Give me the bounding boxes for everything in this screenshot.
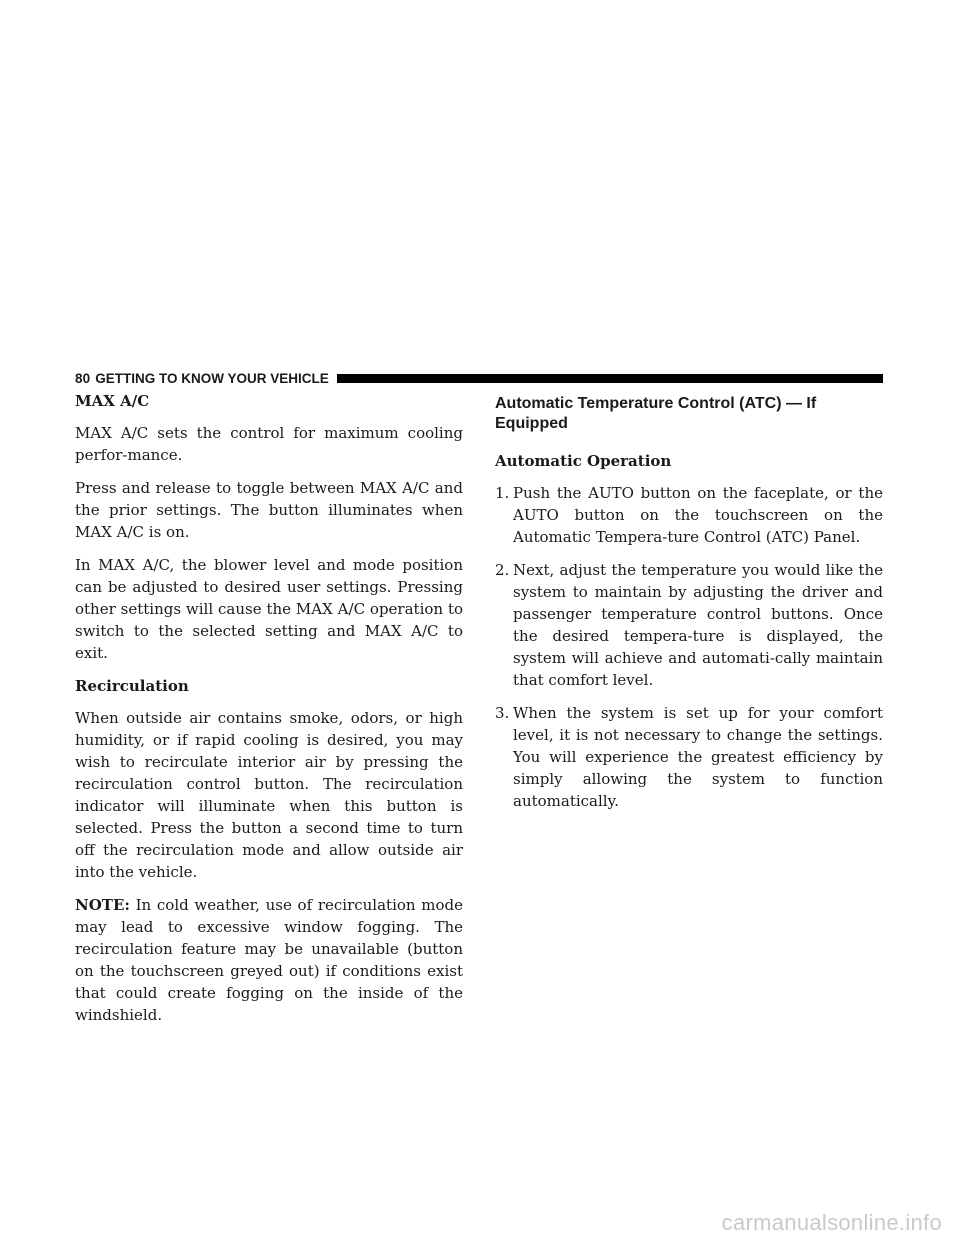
section-title: GETTING TO KNOW YOUR VEHICLE [95,370,329,386]
page-header [75,368,883,388]
step-number: 3. [495,704,510,722]
note-text: In cold weather, use of recirculation mode may lead to excessive window fogging. The recirculation feature may be unavailable (button on the touchscreen greyed out) if conditions exist that could create fogging on the inside of the windshield. [75,896,463,1024]
note-label: NOTE: [75,896,130,914]
list-item [495,482,883,548]
operation-steps [495,482,883,812]
step-text: Push the AUTO button on the faceplate, or the AUTO button on the touchscreen on the Automatic Tempera-ture Control (ATC) Panel. [513,484,883,546]
max-ac-paragraph-3: In MAX A/C, the blower level and mode position can be adjusted to desired user settings. Pressing other settings will cause the MAX A/C operation to switch to the selected setting and MAX A/C to exit. [75,556,463,662]
recirculation-paragraph: When outside air contains smoke, odors, or high humidity, or if rapid cooling is desired, you may wish to recirculate interior air by pressing the recirculation control button. The recirculation indicator will illuminate when this button is selected. Press the button a second time to turn off the recirculation mode and allow outside air into the vehicle. [75,709,463,881]
recirculation-heading: Recirculation [75,677,189,695]
max-ac-paragraph-1: MAX A/C sets the control for maximum cooling perfor-mance. [75,424,463,464]
watermark-text: carmanualsonline.info [721,1210,942,1235]
atc-section-heading: Automatic Temperature Control (ATC) — If Equipped [495,395,817,432]
automatic-operation-heading: Automatic Operation [495,452,672,470]
step-text: Next, adjust the temperature you would like the system to maintain by adjusting the driver and passenger temperature control buttons. Once the desired tempera-ture is displayed, the system will achieve and automati-cally maintain that comfort level. [513,561,883,689]
page-number: 80 [75,370,91,386]
max-ac-heading: MAX A/C [75,392,150,410]
max-ac-paragraph-2: Press and release to toggle between MAX A/C and the prior settings. The button illuminates when MAX A/C is on. [75,479,463,541]
step-number: 1. [495,484,510,502]
left-column [75,390,463,1037]
note-paragraph [75,894,463,1026]
list-item [495,559,883,691]
right-column [495,390,883,823]
header-rule [337,374,883,383]
list-item [495,702,883,812]
step-text: When the system is set up for your comfort level, it is not necessary to change the settings. You will experience the greatest efficiency by simply allowing the system to function automatically. [513,704,883,810]
step-number: 2. [495,561,510,579]
